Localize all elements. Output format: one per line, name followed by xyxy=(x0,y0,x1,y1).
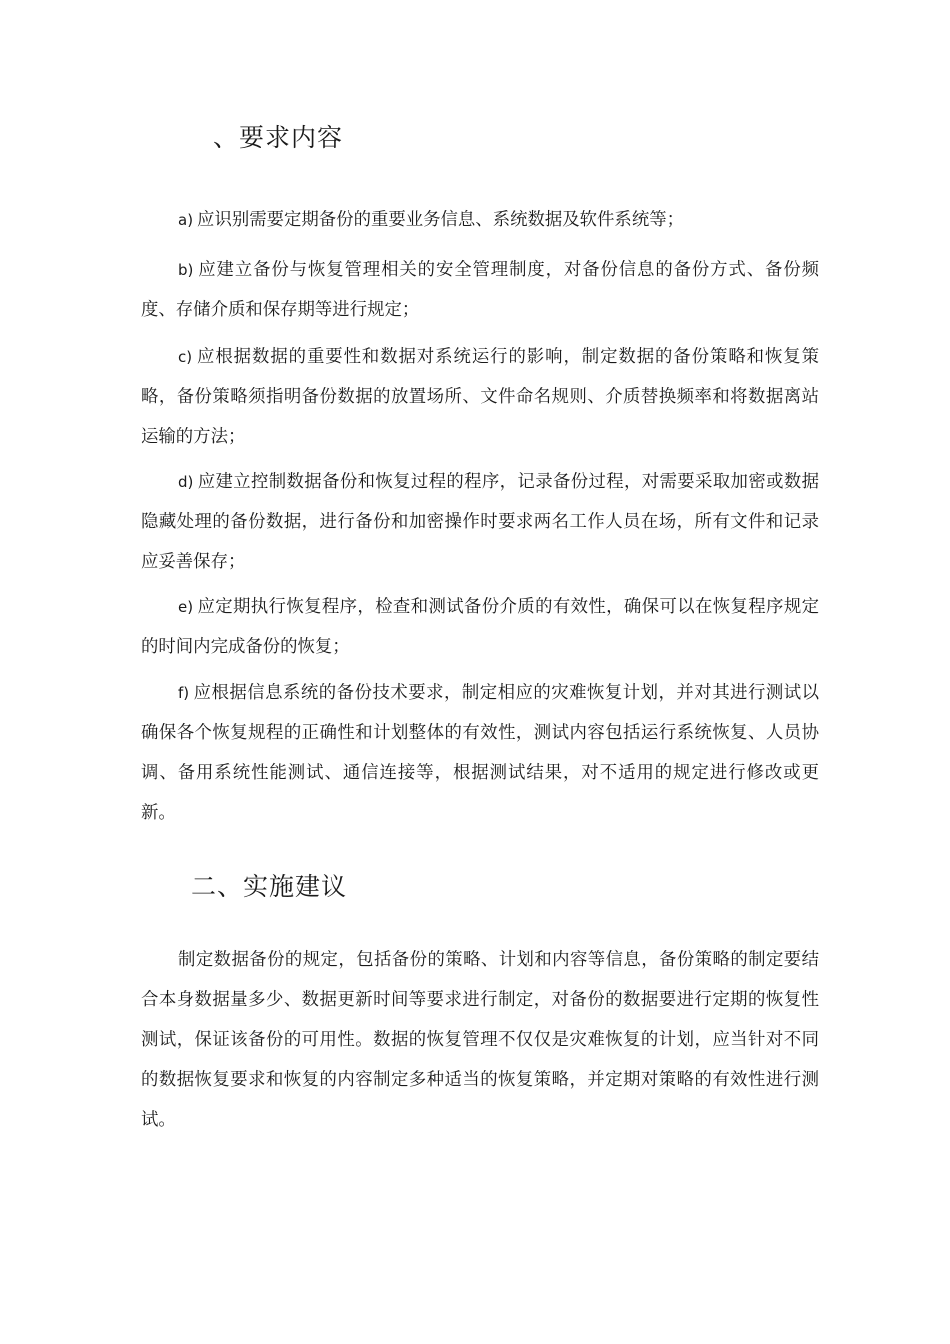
item-label: f) xyxy=(178,684,190,702)
item-text: 应建立备份与恢复管理相关的安全管理制度，对备份信息的备份方式、备份频度、存储介质和保存期等进行规定； xyxy=(141,260,819,320)
item-text: 应定期执行恢复程序，检查和测试备份介质的有效性，确保可以在恢复程序规定的时间内完成备份的恢复； xyxy=(141,597,819,657)
item-label: a) xyxy=(178,211,194,229)
item-label: d) xyxy=(178,473,194,491)
item-text: 应识别需要定期备份的重要业务信息、系统数据及软件系统等； xyxy=(197,210,684,230)
item-label: e) xyxy=(178,598,194,616)
requirement-item-f xyxy=(141,673,819,833)
requirement-item-e xyxy=(141,587,819,667)
requirement-item-c xyxy=(141,337,819,457)
section-heading-requirements: 、要求内容 xyxy=(213,123,344,152)
item-label: b) xyxy=(178,261,194,279)
item-text: 应根据信息系统的备份技术要求，制定相应的灾难恢复计划，并对其进行测试以确保各个恢复规程的正确性和计划整体的有效性，测试内容包括运行系统恢复、人员协调、备用系统性能测试、通信连接等，根据测试结果，对不适用的规定进行修改或更新。 xyxy=(141,683,819,823)
item-text: 应根据数据的重要性和数据对系统运行的影响，制定数据的备份策略和恢复策略，备份策略须指明备份数据的放置场所、文件命名规则、介质替换频率和将数据离站运输的方法； xyxy=(141,347,819,447)
section-heading-recommendations: 二、实施建议 xyxy=(191,872,348,901)
recommendation-paragraph: 制定数据备份的规定，包括备份的策略、计划和内容等信息，备份策略的制定要结合本身数据量多少、数据更新时间等要求进行制定，对备份的数据要进行定期的恢复性测试，保证该备份的可用性。数据的恢复管理不仅仅是灾难恢复的计划，应当针对不同的数据恢复要求和恢复的内容制定多种适当的恢复策略，并定期对策略的有效性进行测试。 xyxy=(141,950,819,1130)
requirement-item-b xyxy=(141,250,819,330)
requirement-item-a xyxy=(141,200,819,240)
requirement-item-d xyxy=(141,462,819,582)
item-label: c) xyxy=(178,348,193,366)
item-text: 应建立控制数据备份和恢复过程的程序，记录备份过程，对需要采取加密或数据隐藏处理的备份数据，进行备份和加密操作时要求两名工作人员在场，所有文件和记录应妥善保存； xyxy=(141,472,819,572)
